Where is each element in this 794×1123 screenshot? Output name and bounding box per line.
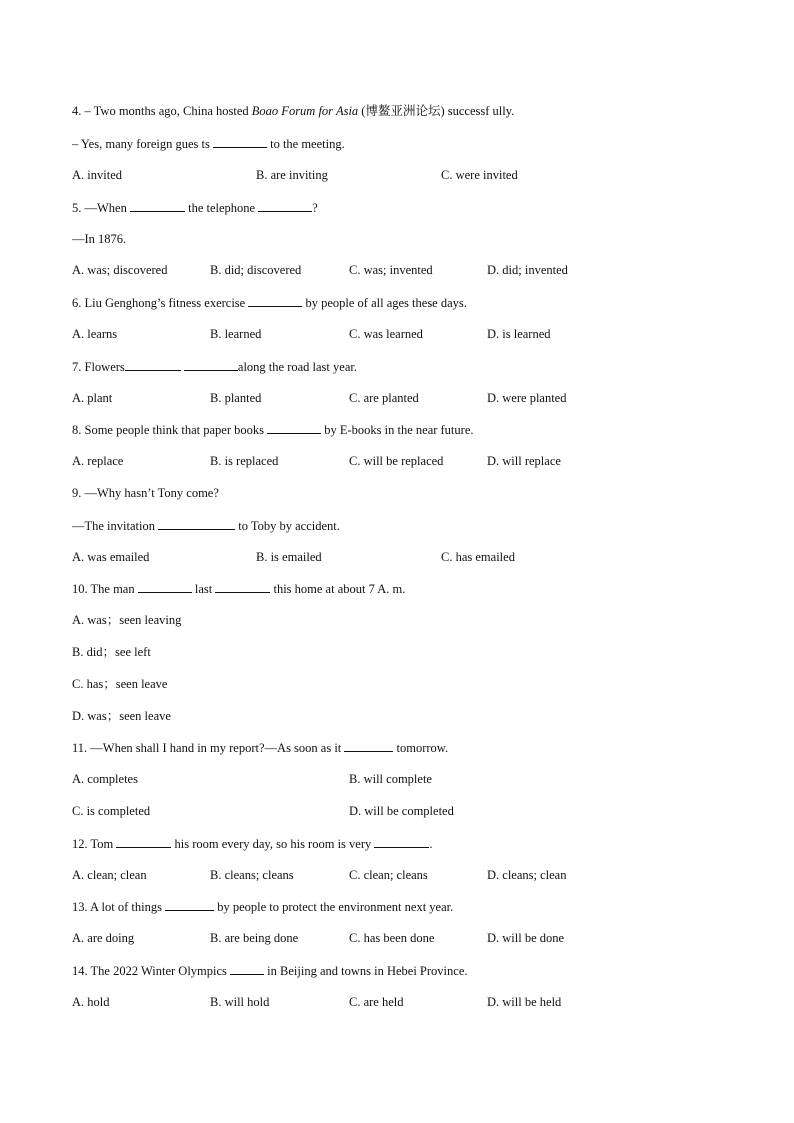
question-7-stem-text: 7. Flowers	[72, 360, 125, 374]
question-5-stem-text: 5. —When	[72, 201, 127, 215]
question-4-stem-end: (博鳌亚洲论坛) successf ully.	[358, 104, 515, 118]
answer-blank	[158, 517, 235, 530]
question-4-option-c: C. were invited	[441, 168, 518, 182]
question-12-option-d: D. cleans; clean	[487, 868, 567, 882]
question-13-stem-text: 13. A lot of things	[72, 900, 162, 914]
question-13-option-c: C. has been done	[349, 931, 435, 945]
question-4-reply-text: – Yes, many foreign gues ts	[72, 137, 210, 151]
answer-blank	[213, 135, 267, 148]
question-12-option-b: B. cleans; cleans	[210, 868, 294, 882]
question-11-option-a: A. completes	[72, 772, 138, 786]
question-5-option-c: C. was; invented	[349, 263, 433, 277]
question-6-option-b: B. learned	[210, 327, 262, 341]
question-8-stem	[72, 421, 474, 438]
question-7-option-d: D. were planted	[487, 391, 567, 405]
question-14-option-a: A. hold	[72, 995, 110, 1009]
answer-blank	[184, 358, 238, 371]
question-6-option-d: D. is learned	[487, 327, 551, 341]
question-9-option-b: B. is emailed	[256, 550, 322, 564]
question-6-option-c: C. was learned	[349, 327, 423, 341]
question-14-option-d: D. will be held	[487, 995, 562, 1009]
question-10-stem-text: 10. The man	[72, 582, 135, 596]
question-5-reply: —In 1876.	[72, 232, 127, 246]
question-5-option-d: D. did; invented	[487, 263, 568, 277]
question-10-option-b: B. did；see left	[72, 645, 151, 659]
question-12-stem	[72, 835, 433, 852]
question-8-stem-end: by E-books in the near future.	[324, 423, 474, 437]
question-4-stem-text: 4. – Two months ago, China hosted	[72, 104, 252, 118]
question-4-option-a: A. invited	[72, 168, 122, 182]
question-4-stem	[72, 103, 514, 119]
answer-blank	[116, 835, 171, 848]
question-11-stem-end: tomorrow.	[396, 741, 449, 755]
question-10-option-d: D. was；seen leave	[72, 709, 171, 723]
question-4-option-b: B. are inviting	[256, 168, 328, 182]
question-10-option-c: C. has；seen leave	[72, 677, 168, 691]
answer-blank	[138, 580, 192, 593]
question-8-option-a: A. replace	[72, 454, 124, 468]
question-13-option-b: B. are being done	[210, 931, 299, 945]
question-12-option-c: C. clean; cleans	[349, 868, 428, 882]
question-13-stem	[72, 898, 453, 915]
answer-blank	[248, 294, 302, 307]
question-11-stem-text: 11. —When shall I hand in my report?—As soon as it	[72, 741, 342, 755]
question-6-stem	[72, 294, 467, 311]
question-10-stem-mid: last	[194, 582, 213, 596]
question-11-option-c: C. is completed	[72, 804, 151, 818]
question-11-option-d: D. will be completed	[349, 804, 454, 818]
question-4-reply-end: to the meeting.	[270, 137, 345, 151]
question-9-option-a: A. was emailed	[72, 550, 150, 564]
question-11-stem	[72, 739, 448, 756]
question-12-stem-mid: his room every day, so his room is very	[174, 837, 372, 851]
question-14-option-c: C. are held	[349, 995, 404, 1009]
question-9-reply-text: —The invitation	[72, 519, 155, 533]
question-14-option-b: B. will hold	[210, 995, 270, 1009]
question-6-stem-end: by people of all ages these days.	[305, 296, 467, 310]
question-14-stem	[72, 962, 468, 979]
question-4-reply	[72, 135, 345, 152]
question-6-option-a: A. learns	[72, 327, 118, 341]
question-12-option-a: A. clean; clean	[72, 868, 147, 882]
answer-blank	[374, 835, 429, 848]
question-5-option-b: B. did; discovered	[210, 263, 302, 277]
question-5-stem-end: ?	[312, 201, 318, 215]
question-7-stem-end: along the road last year.	[237, 360, 357, 374]
question-7-stem	[72, 358, 357, 375]
question-14-stem-end: in Beijing and towns in Hebei Province.	[267, 964, 468, 978]
question-4-italic-title: Boao Forum for Asia	[251, 104, 359, 118]
question-5-option-a: A. was; discovered	[72, 263, 168, 277]
question-7-option-c: C. are planted	[349, 391, 419, 405]
question-8-option-b: B. is replaced	[210, 454, 279, 468]
answer-blank	[125, 358, 181, 371]
answer-blank	[267, 421, 321, 434]
question-10-stem-end: this home at about 7 A. m.	[273, 582, 406, 596]
question-14-stem-text: 14. The 2022 Winter Olympics	[72, 964, 227, 978]
question-10-option-a: A. was；seen leaving	[72, 613, 182, 627]
question-9-reply-end: to Toby by accident.	[238, 519, 340, 533]
question-8-option-d: D. will replace	[487, 454, 561, 468]
question-9-stem: 9. —Why hasn’t Tony come?	[72, 486, 219, 500]
question-7-option-b: B. planted	[210, 391, 262, 405]
answer-blank	[230, 962, 264, 975]
question-5-stem	[72, 199, 318, 216]
answer-blank	[215, 580, 270, 593]
question-8-option-c: C. will be replaced	[349, 454, 444, 468]
question-13-option-a: A. are doing	[72, 931, 135, 945]
question-7-option-a: A. plant	[72, 391, 113, 405]
answer-blank	[344, 739, 393, 752]
answer-blank	[165, 898, 214, 911]
question-5-stem-mid: the telephone	[188, 201, 256, 215]
answer-blank	[130, 199, 185, 212]
question-13-stem-end: by people to protect the environment next year.	[217, 900, 454, 914]
question-13-option-d: D. will be done	[487, 931, 565, 945]
question-10-stem	[72, 580, 405, 597]
question-9-option-c: C. has emailed	[441, 550, 515, 564]
question-9-reply	[72, 517, 340, 534]
question-12-stem-text: 12. Tom	[72, 837, 114, 851]
question-11-option-b: B. will complete	[349, 772, 432, 786]
question-12-stem-end: .	[429, 837, 433, 851]
answer-blank	[258, 199, 312, 212]
question-8-stem-text: 8. Some people think that paper books	[72, 423, 264, 437]
question-6-stem-text: 6. Liu Genghong’s fitness exercise	[72, 296, 246, 310]
